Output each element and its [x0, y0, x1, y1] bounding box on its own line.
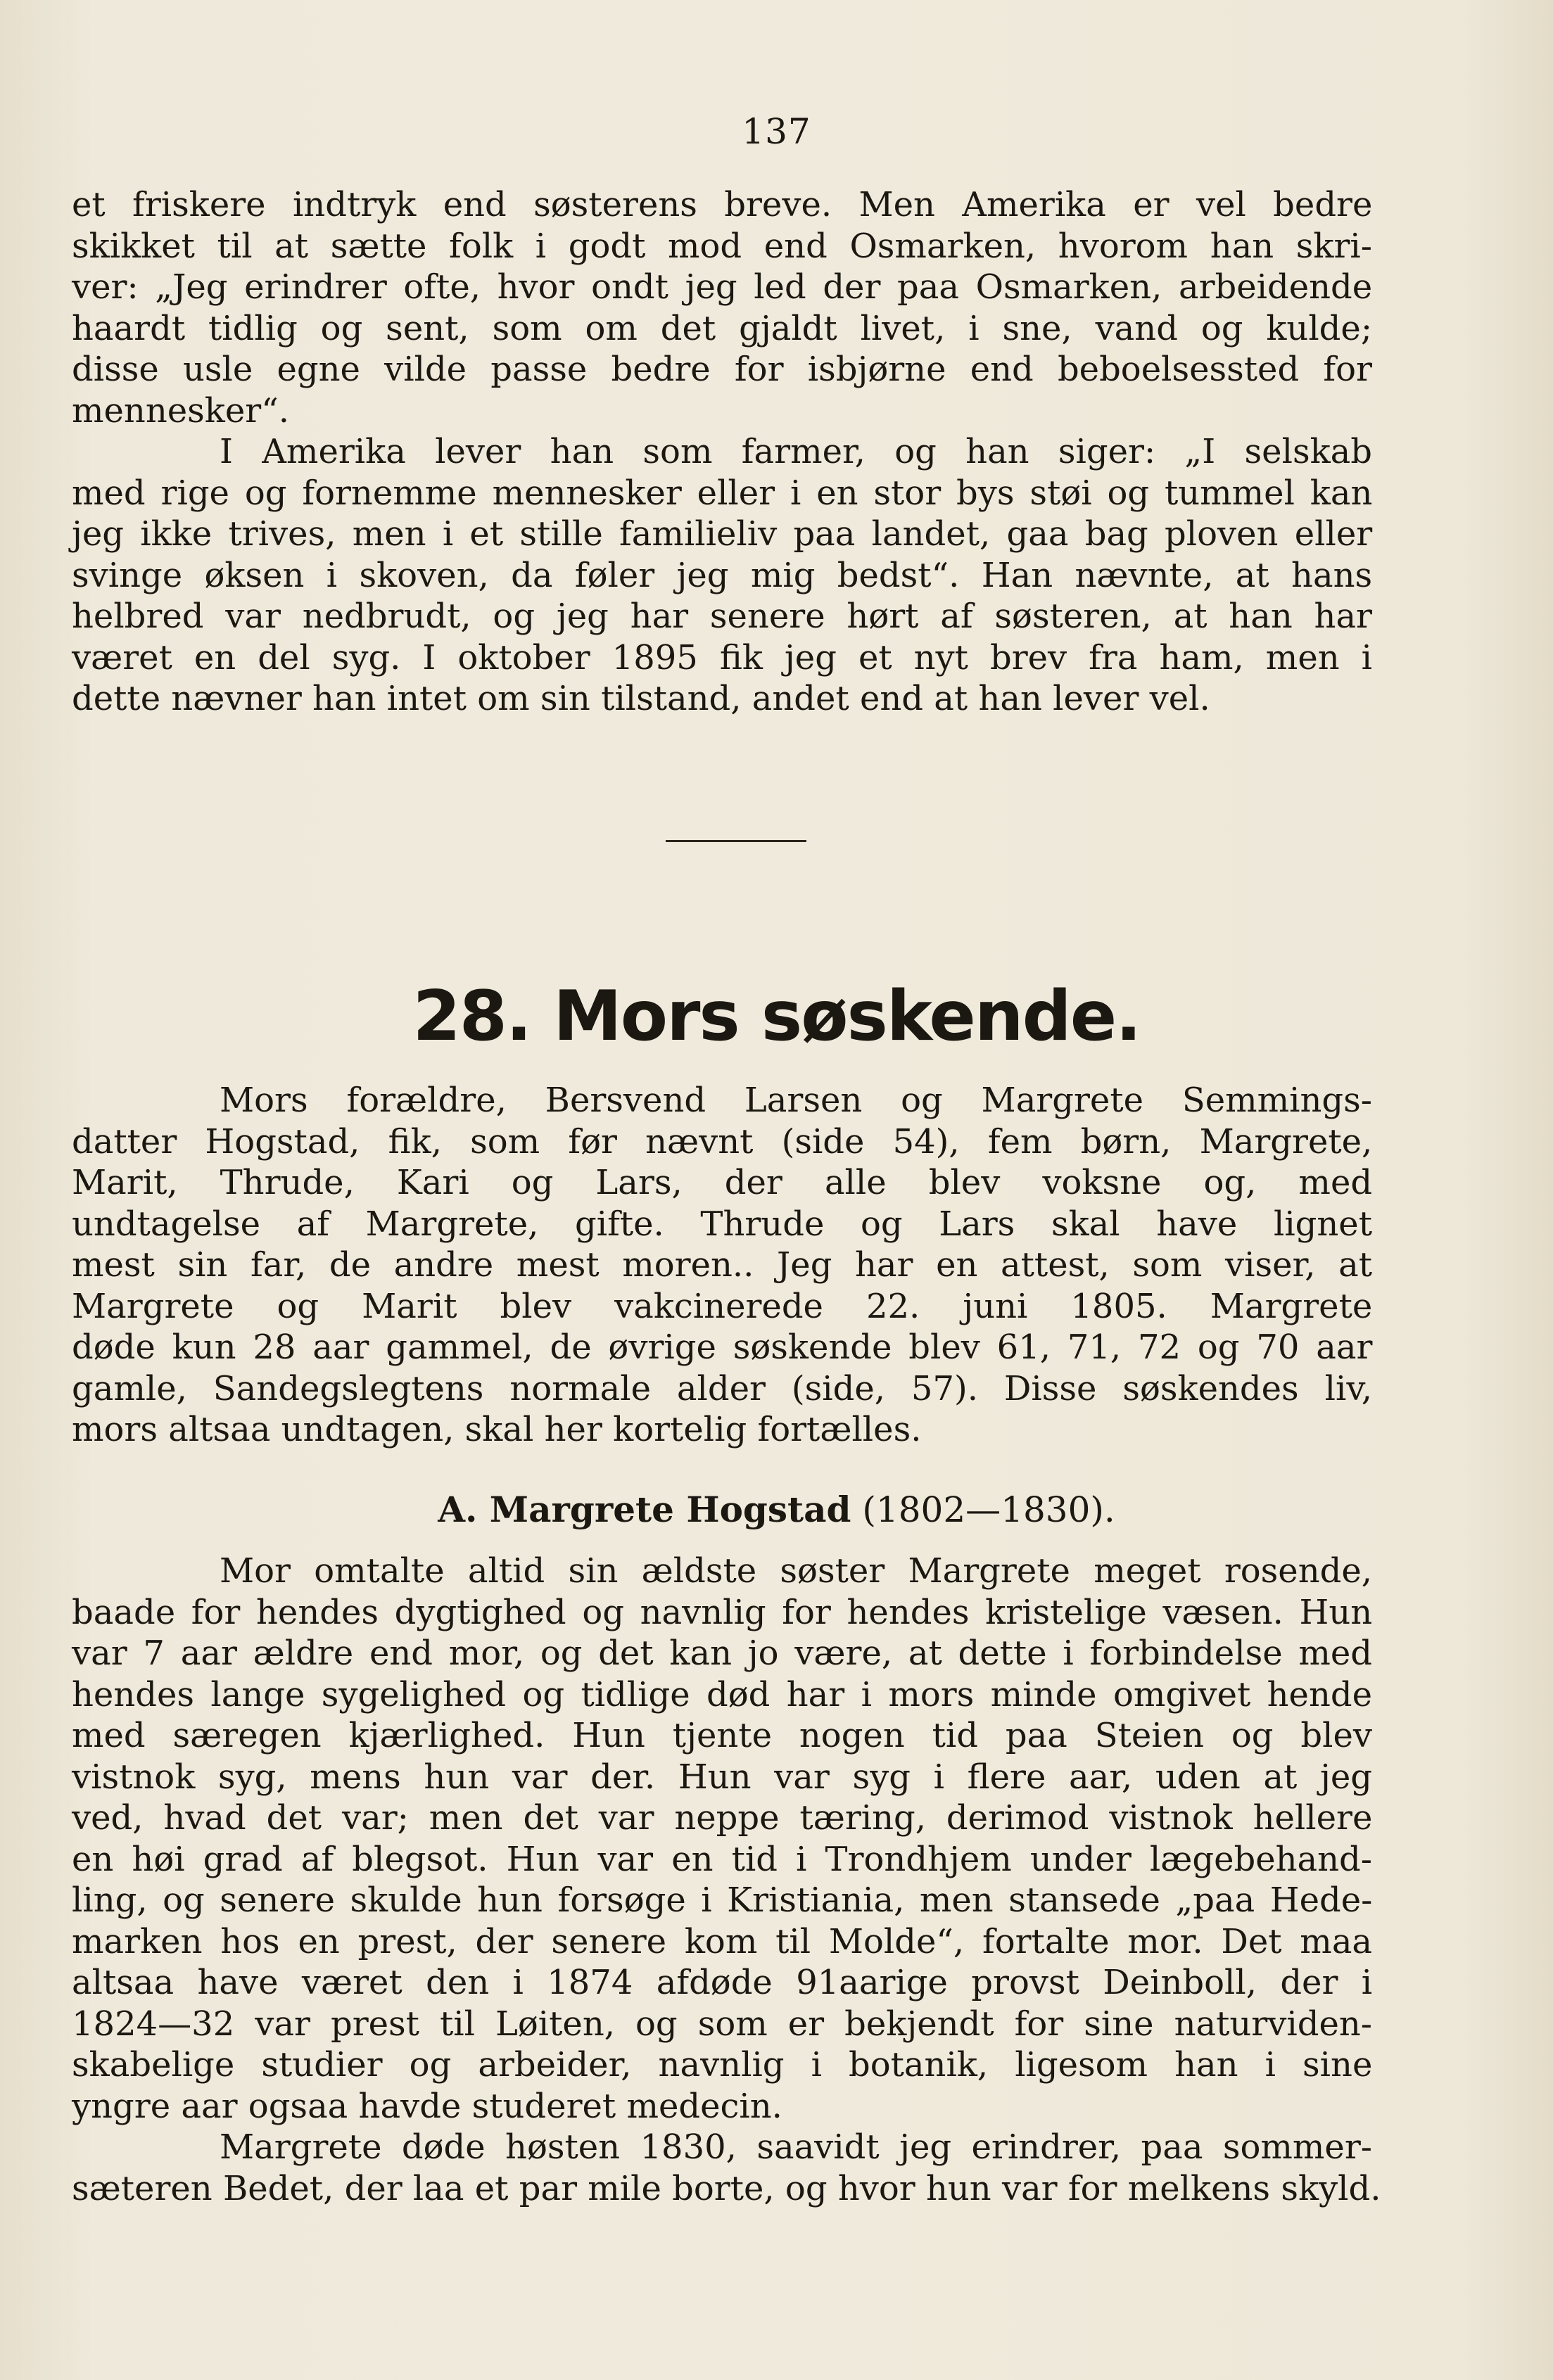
text-line: vistnok syg, mens hun var der. Hun var syg i flere aar, uden at jeg [72, 1757, 1372, 1797]
text-line: mennesker“. [72, 390, 290, 431]
text-line: med rige og fornemme mennesker eller i en stor bys støi og tummel kan [72, 473, 1373, 513]
text-line: undtagelse af Margrete, gifte. Thrude og Lars skal have lignet [72, 1204, 1372, 1244]
text-line: hendes lange sygelighed og tidlige død har i mors minde omgivet hende [72, 1674, 1372, 1714]
section-heading [0, 1489, 1553, 1530]
paragraph-margrete [72, 1551, 1372, 2127]
text-line: skabelige studier og arbeider, navnlig i botanik, ligesom han i sine [72, 2045, 1373, 2085]
text-line: ling, og senere skulde hun forsøge i Kristiania, men stansede „paa Hede- [72, 1881, 1373, 1920]
text-line: Mors forældre, Bersvend Larsen og Margrete Semmings- [220, 1081, 1372, 1120]
chapter-heading: 28. Mors søskende. [412, 976, 1141, 1057]
text-line: I Amerika lever han som farmer, og han siger: „I selskab [220, 432, 1372, 471]
text-line: helbred var nedbrudt, og jeg har senere hørt af søsteren, at han har [72, 597, 1372, 636]
text-line: haardt tidlig og sent, som om det gjaldt livet, i sne, vand og kulde; [72, 308, 1372, 348]
paragraph-america [72, 431, 1372, 720]
text-line: skikket til at sætte folk i godt mod end Osmarken, hvorom han skri- [72, 226, 1372, 266]
text-line: Marit, Thrude, Kari og Lars, der alle blev voksne og, med [72, 1163, 1373, 1202]
text-line: var 7 aar ældre end mor, og det kan jo være, at dette i forbindelse med [72, 1634, 1372, 1673]
paragraph-letter-quote [72, 184, 1372, 431]
text-line: været en del syg. I oktober 1895 fik jeg et nyt brev fra ham, men i [72, 637, 1372, 677]
text-line: baade for hendes dygtighed og navnlig for hendes kristelige væsen. Hun [72, 1592, 1373, 1632]
section-heading-label: A. Margrete Hogstad [438, 1489, 851, 1530]
text-line: altsaa have været den i 1874 afdøde 91aarige provst Deinboll, der i [72, 1963, 1373, 2002]
text-line: sæteren Bedet, der laa et par mile borte, og hvor hun var for melkens skyld. [72, 2168, 1381, 2208]
text-line: jeg ikke trives, men i et stille familieliv paa landet, gaa bag ploven eller [72, 514, 1373, 554]
text-line: Margrete døde høsten 1830, saavidt jeg erindrer, paa sommer- [220, 2127, 1372, 2167]
text-line: en høi grad af blegsot. Hun var en tid i Trondhjem under lægebehand- [72, 1839, 1372, 1879]
text-line: svinge øksen i skoven, da føler jeg mig bedst“. Han nævnte, at hans [72, 555, 1373, 595]
text-line: 1824—32 var prest til Løiten, og som er bekjendt for sine naturviden- [72, 2004, 1372, 2044]
text-line: døde kun 28 aar gammel, de øvrige søskende blev 61, 71, 72 og 70 aar [72, 1328, 1373, 1367]
text-line: et friskere indtryk end søsterens breve. Men Amerika er vel bedre [72, 185, 1373, 224]
section-divider [666, 840, 806, 842]
text-line: ved, hvad det var; men det var neppe tæring, derimod vistnok hellere [72, 1798, 1373, 1838]
page-number: 137 [742, 111, 811, 152]
paragraph-margrete-death [72, 2127, 1381, 2209]
text-line: mest sin far, de andre mest moren.. Jeg har en attest, som viser, at [72, 1245, 1372, 1285]
text-line: marken hos en prest, der senere kom til Molde“, fortalte mor. Det maa [72, 1921, 1373, 1961]
text-line: Margrete og Marit blev vakcinerede 22. juni 1805. Margrete [72, 1286, 1373, 1326]
text-line: dette nævner han intet om sin tilstand, andet end at han lever vel. [72, 679, 1210, 718]
text-line: disse usle egne vilde passe bedre for isbjørne end beboelsessted for [72, 350, 1372, 389]
text-line: gamle, Sandegslegtens normale alder (side, 57). Disse søskendes liv, [72, 1368, 1372, 1408]
text-line: mors altsaa undtagen, skal her kortelig fortælles. [72, 1410, 922, 1449]
text-line: Mor omtalte altid sin ældste søster Margrete meget rosende, [220, 1551, 1372, 1591]
text-line: yngre aar ogsaa havde studeret medecin. [72, 2086, 782, 2126]
section-heading-years: (1802—1830). [862, 1489, 1115, 1530]
paragraph-parents [72, 1080, 1372, 1451]
text-line: ver: „Jeg erindrer ofte, hvor ondt jeg led der paa Osmarken, arbeidende [72, 267, 1373, 307]
text-line: med særegen kjærlighed. Hun tjente nogen tid paa Steien og blev [72, 1716, 1372, 1755]
text-line: datter Hogstad, fik, som før nævnt (side 54), fem børn, Margrete, [72, 1121, 1373, 1162]
